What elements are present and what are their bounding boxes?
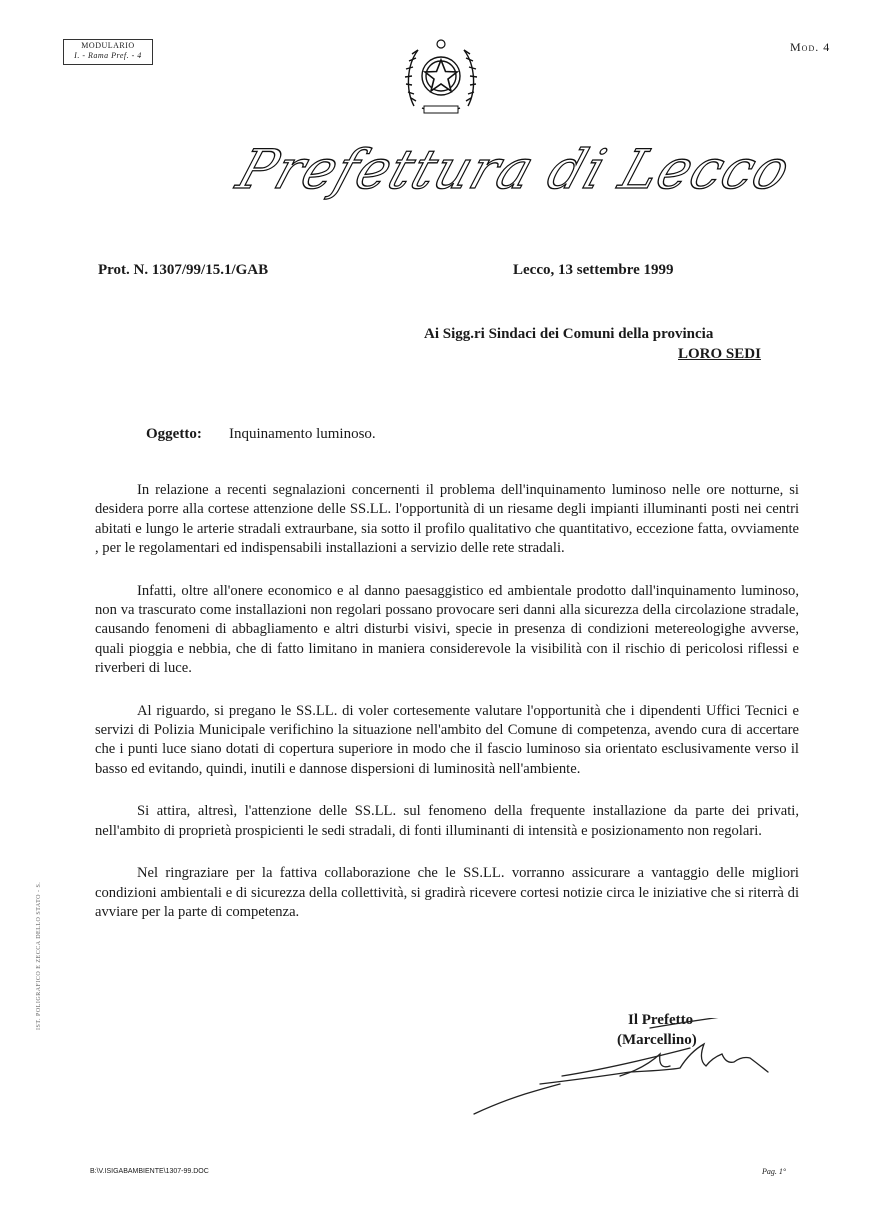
paragraph-4: Si attira, altresì, l'attenzione delle SS.LL. sul fenomeno della frequente installazione da parte dei privati, nell'ambito di proprietà prospicienti le sedi stradali, di fonti illuminanti di intensità e posizionamento non regolari.	[95, 803, 799, 839]
paragraph-1: In relazione a recenti segnalazioni concernenti il problema dell'inquinamento luminoso nelle ore notturne, si desidera porre alla cortese attenzione delle SS.LL. l'opportunità di un riesame degli impianti illuminanti posti nei centri abitati e lungo le arterie stradali extraurbane, sia sotto il profilo qualitativo che quantitativo, eccezione fatta, ovviamente , per le regolamentari ed indispensabili installazioni a servizio delle rete stradali.	[95, 482, 799, 557]
paragraph-5: Nel ringraziare per la fattiva collaborazione che le SS.LL. vorranno assicurare a vantaggio delle migliori condizioni ambientali e di sicurezza della collettività, si gradirà ricevere cortesi notizie circa le iniziative che si riterrà di avviare per la parte di competenza.	[95, 865, 799, 920]
paragraph-2: Infatti, oltre all'onere economico e al danno paesaggistico ed ambientale prodotto dall'inquinamento luminoso, non va trascurato come installazioni non regolari possano provocare seri danni alla sicurezza della circolazione stradale, causando fenomeni di abbagliamento e altri disturbi visivi, specie in presenza di condizioni metereologighe avverse, quali pioggia e nebbia, che di fatto limitano in maniera considerevole la visibilità con il rischio di pericolosi riflessi e riverberi di luce.	[95, 582, 799, 677]
handwritten-signature	[470, 1018, 790, 1123]
subject-label: Oggetto:	[146, 426, 202, 442]
institution-title: Prefettura di Lecco	[229, 138, 799, 201]
modulario-box	[63, 39, 153, 65]
signatory-name: (Marcellino)	[617, 1032, 697, 1048]
page-number: Pag. 1°	[762, 1167, 787, 1176]
addressee-line1: Ai Sigg.ri Sindaci dei Comuni della provincia	[424, 326, 714, 342]
file-path: B:\V.ISIGABAMBIENTE\1307-99.DOC	[90, 1168, 209, 1175]
subject-text: Inquinamento luminoso.	[229, 426, 376, 442]
republic-emblem-icon	[404, 36, 478, 122]
modulario-line1: MODULARIO	[81, 41, 135, 50]
signatory-title: Il Prefetto	[628, 1012, 694, 1028]
letter-date: Lecco, 13 settembre 1999	[513, 262, 674, 278]
paragraph-3: Al riguardo, si pregano le SS.LL. di voler cortesemente valutare l'opportunità che i dipendenti Uffici Tecnici e servizi di Polizia Municipale verifichino la situazione nell'ambito del Comune di competenza, avendo cura di accertare che i punti luce siano dotati di copertura superiore in modo che il fascio luminoso sia orientato esclusivamente verso il basso ed evitando, quindi, inutili e dannose dispersioni di luminosità nell'ambiente.	[95, 702, 799, 777]
mod-label: Mod. 4	[790, 40, 831, 54]
letter-body	[95, 481, 799, 945]
protocol-number: Prot. N. 1307/99/15.1/GAB	[98, 262, 269, 278]
modulario-line2: I. - Rama Pref. - 4	[74, 51, 142, 60]
side-printer-note: IST. POLIGRAFICO E ZECCA DELLO STATO - S.	[36, 881, 42, 1030]
addressee-line2: LORO SEDI	[678, 346, 761, 362]
